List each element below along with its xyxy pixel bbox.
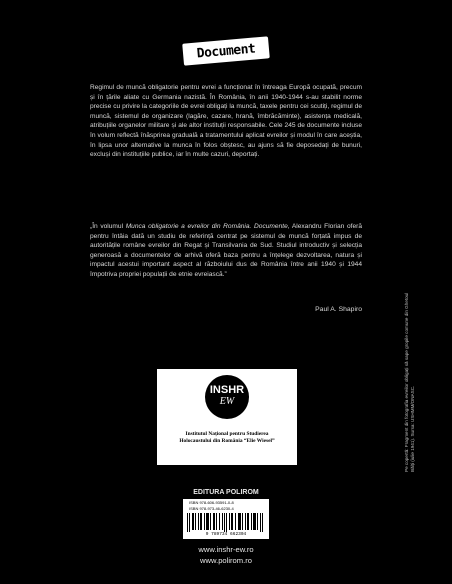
inshr-logo — [157, 369, 297, 465]
quote-paragraph — [90, 222, 362, 280]
institute-name-line1: Institutul Național pentru Studierea — [185, 431, 269, 437]
website-inshr[interactable]: www.inshr-ew.ro — [198, 545, 254, 554]
publisher-name: EDITURA POLIROM — [193, 489, 259, 496]
barcode-number: 9 789734 662304 — [205, 532, 247, 537]
inshr-suffix: EW — [219, 396, 235, 407]
quote-intro: „În volumul — [90, 223, 126, 230]
quote-book-title: Munca obligatorie a evreilor din România. Documente — [125, 223, 288, 230]
document-stamp — [182, 36, 270, 65]
isbn-line-1: ISBN 978-606-93591-0-8 — [189, 500, 234, 505]
barcode-bars — [187, 513, 265, 532]
inshr-emblem — [205, 375, 249, 419]
isbn-barcode — [183, 499, 269, 539]
quote-body: , Alexandru Florian oferă pentru întâia dată un studiu de referință centrat pe sistemul de muncă forțată impus de autoritățile române evreilor din Regat și Transilvania de Sud. Studiul introductiv și selecția generoasă a documentelor de arhivă oferă baza pentru a înțelege dezvoltarea, natura și impactul acestui important aspect al războiului dus de România între anii 1940 și 1944 împotriva propriei populații de etnie evreiască.” — [90, 223, 362, 278]
cover-photo-caption: Pe copertă: Fragment din fotografia evreilor obligați să sape gropile comune din Ghetoul Bălți (iulie 1941). Sursa: USHMM/ONASC. — [404, 292, 415, 472]
website-polirom[interactable]: www.polirom.ro — [200, 556, 252, 565]
institute-name — [161, 431, 293, 445]
stamp-label: Document — [196, 40, 256, 62]
quote-signature: Paul A. Shapiro — [315, 306, 362, 313]
description-paragraph: Regimul de muncă obligatorie pentru evrei a funcționat în întreaga Europă ocupată, precum și în țările aliate cu Germania nazistă. În România, în anii 1940-1944 s-au stabilit norme precise cu privire la categoriile de evrei obligați la muncă, taxele pentru cei scutiți, regimul de muncă, sistemul de organizare (lagăre, cazare, hrană, îmbrăcăminte), asistența medicală, atribuțiile organelor militare și ale altor instituții responsabile. Cele 245 de documente incluse în volum reflectă înăsprirea graduală a tratamentului aplicat evreilor și modul în care aceștia, în lipsa unor alternative la munca în folos obștesc, au ajuns să fie deposedați de bunuri, excluși din instituțiile publice, iar în multe cazuri, deportați. — [90, 84, 362, 159]
isbn-line-2: ISBN 978-973-46-6230-4 — [189, 506, 234, 511]
inshr-acronym: INSHR — [209, 384, 245, 396]
institute-name-line2: Holocaustului din România “Elie Wiesel” — [179, 438, 275, 444]
